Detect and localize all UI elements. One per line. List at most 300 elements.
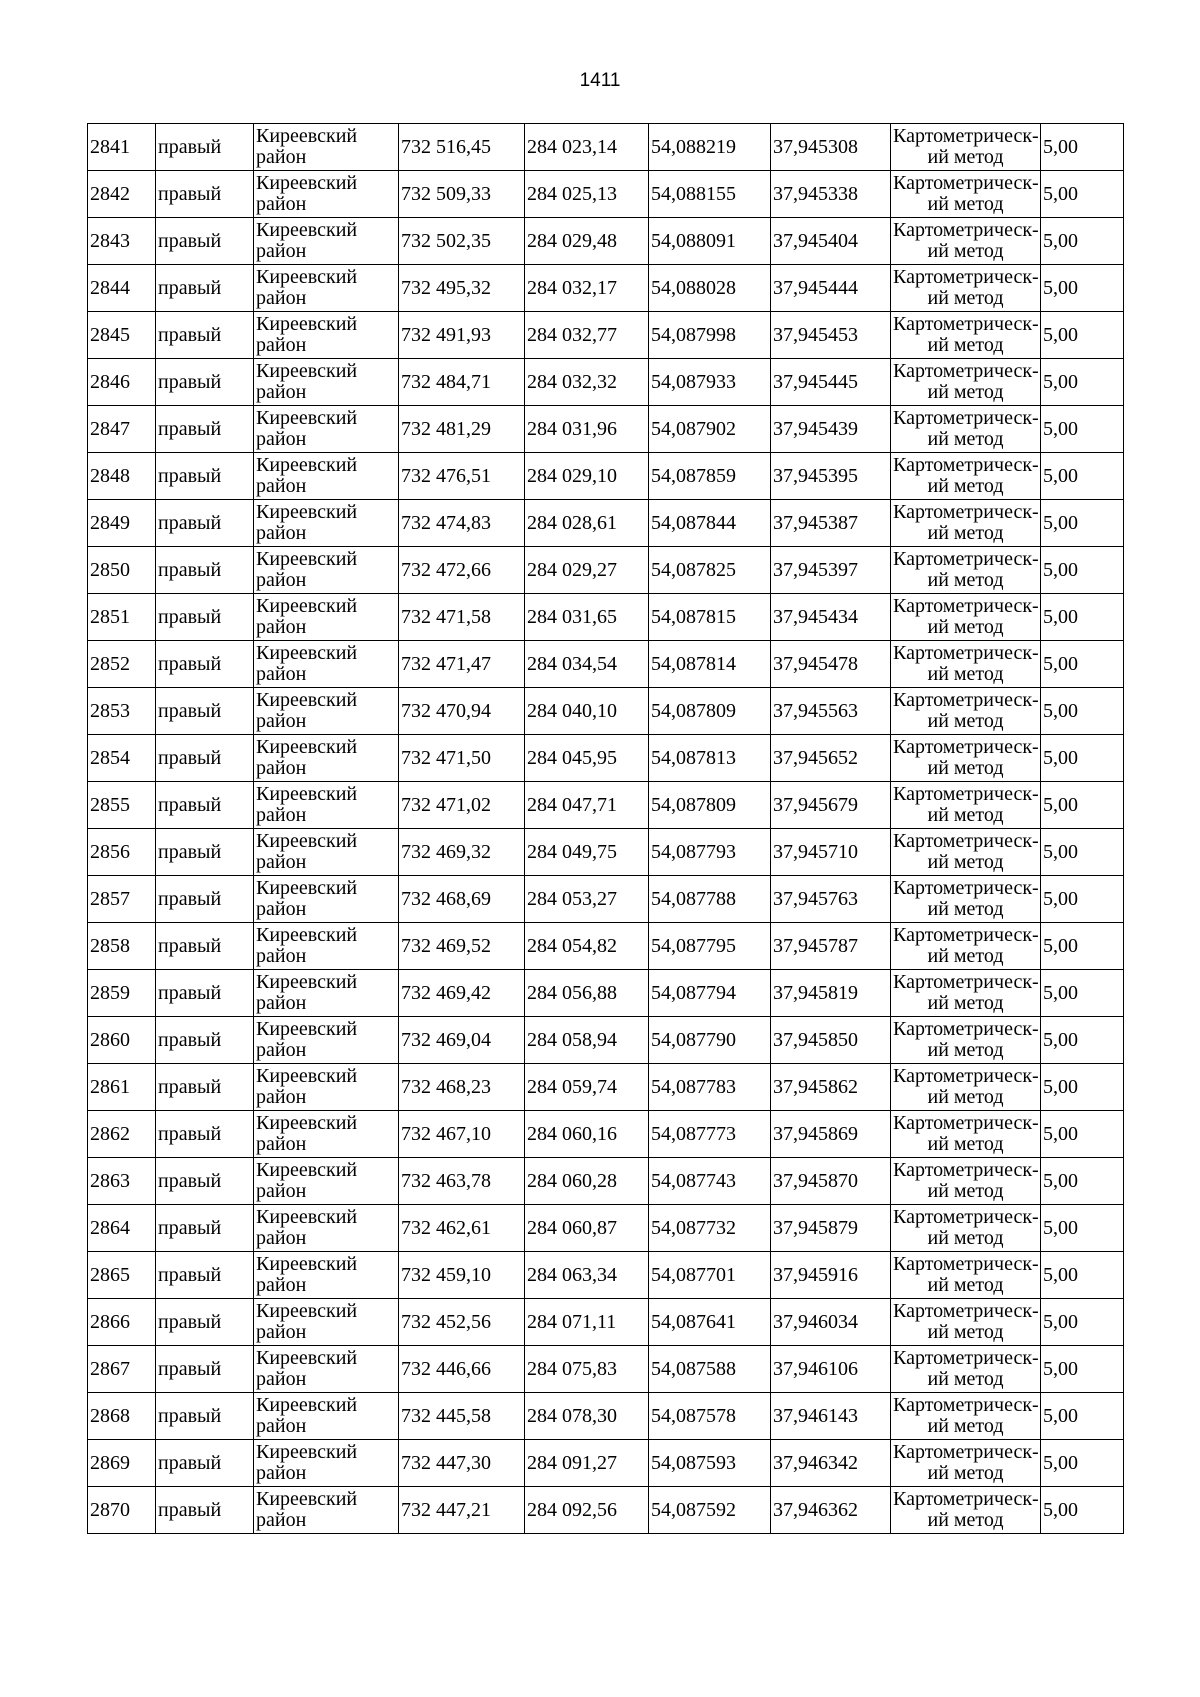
table-row <box>88 359 1124 406</box>
accuracy-cell: 5,00 <box>1041 171 1124 218</box>
point-number-cell: 2842 <box>88 171 156 218</box>
table-row <box>88 218 1124 265</box>
longitude-cell: 37,945478 <box>771 641 891 688</box>
y-coordinate-cell: 284 060,28 <box>525 1158 649 1205</box>
latitude-cell: 54,087809 <box>649 688 771 735</box>
latitude-cell: 54,087732 <box>649 1205 771 1252</box>
bank-side-cell: правый <box>156 124 254 171</box>
method-cell: Картометрический метод <box>891 1299 1041 1346</box>
y-coordinate-cell: 284 091,27 <box>525 1440 649 1487</box>
table-row <box>88 1064 1124 1111</box>
district-cell: Киреевский район <box>254 970 399 1017</box>
accuracy-cell: 5,00 <box>1041 1111 1124 1158</box>
bank-side-cell: правый <box>156 641 254 688</box>
table-row <box>88 1393 1124 1440</box>
accuracy-cell: 5,00 <box>1041 1346 1124 1393</box>
latitude-cell: 54,088219 <box>649 124 771 171</box>
table-row <box>88 124 1124 171</box>
district-cell: Киреевский район <box>254 1299 399 1346</box>
x-coordinate-cell: 732 471,50 <box>399 735 525 782</box>
point-number-cell: 2857 <box>88 876 156 923</box>
point-number-cell: 2854 <box>88 735 156 782</box>
point-number-cell: 2864 <box>88 1205 156 1252</box>
longitude-cell: 37,945916 <box>771 1252 891 1299</box>
method-cell: Картометрический метод <box>891 218 1041 265</box>
point-number-cell: 2868 <box>88 1393 156 1440</box>
method-cell: Картометрический метод <box>891 171 1041 218</box>
accuracy-cell: 5,00 <box>1041 923 1124 970</box>
method-cell: Картометрический метод <box>891 1158 1041 1205</box>
method-cell: Картометрический метод <box>891 594 1041 641</box>
y-coordinate-cell: 284 078,30 <box>525 1393 649 1440</box>
y-coordinate-cell: 284 071,11 <box>525 1299 649 1346</box>
bank-side-cell: правый <box>156 829 254 876</box>
latitude-cell: 54,087790 <box>649 1017 771 1064</box>
latitude-cell: 54,087859 <box>649 453 771 500</box>
accuracy-cell: 5,00 <box>1041 1252 1124 1299</box>
accuracy-cell: 5,00 <box>1041 735 1124 782</box>
accuracy-cell: 5,00 <box>1041 1158 1124 1205</box>
x-coordinate-cell: 732 470,94 <box>399 688 525 735</box>
bank-side-cell: правый <box>156 1487 254 1534</box>
longitude-cell: 37,945787 <box>771 923 891 970</box>
latitude-cell: 54,087588 <box>649 1346 771 1393</box>
district-cell: Киреевский район <box>254 359 399 406</box>
latitude-cell: 54,087793 <box>649 829 771 876</box>
point-number-cell: 2843 <box>88 218 156 265</box>
bank-side-cell: правый <box>156 1158 254 1205</box>
method-cell: Картометрический метод <box>891 1487 1041 1534</box>
bank-side-cell: правый <box>156 782 254 829</box>
y-coordinate-cell: 284 060,16 <box>525 1111 649 1158</box>
method-cell: Картометрический метод <box>891 500 1041 547</box>
district-cell: Киреевский район <box>254 1158 399 1205</box>
accuracy-cell: 5,00 <box>1041 829 1124 876</box>
longitude-cell: 37,945397 <box>771 547 891 594</box>
district-cell: Киреевский район <box>254 406 399 453</box>
accuracy-cell: 5,00 <box>1041 453 1124 500</box>
point-number-cell: 2852 <box>88 641 156 688</box>
district-cell: Киреевский район <box>254 171 399 218</box>
method-cell: Картометрический метод <box>891 782 1041 829</box>
table-row <box>88 923 1124 970</box>
x-coordinate-cell: 732 484,71 <box>399 359 525 406</box>
method-cell: Картометрический метод <box>891 688 1041 735</box>
y-coordinate-cell: 284 049,75 <box>525 829 649 876</box>
point-number-cell: 2853 <box>88 688 156 735</box>
accuracy-cell: 5,00 <box>1041 406 1124 453</box>
longitude-cell: 37,945652 <box>771 735 891 782</box>
point-number-cell: 2858 <box>88 923 156 970</box>
longitude-cell: 37,946342 <box>771 1440 891 1487</box>
longitude-cell: 37,945763 <box>771 876 891 923</box>
district-cell: Киреевский район <box>254 1017 399 1064</box>
x-coordinate-cell: 732 452,56 <box>399 1299 525 1346</box>
y-coordinate-cell: 284 040,10 <box>525 688 649 735</box>
y-coordinate-cell: 284 031,96 <box>525 406 649 453</box>
y-coordinate-cell: 284 028,61 <box>525 500 649 547</box>
latitude-cell: 54,087825 <box>649 547 771 594</box>
bank-side-cell: правый <box>156 359 254 406</box>
bank-side-cell: правый <box>156 735 254 782</box>
x-coordinate-cell: 732 447,21 <box>399 1487 525 1534</box>
point-number-cell: 2841 <box>88 124 156 171</box>
point-number-cell: 2869 <box>88 1440 156 1487</box>
accuracy-cell: 5,00 <box>1041 594 1124 641</box>
y-coordinate-cell: 284 029,48 <box>525 218 649 265</box>
point-number-cell: 2845 <box>88 312 156 359</box>
bank-side-cell: правый <box>156 218 254 265</box>
method-cell: Картометрический метод <box>891 406 1041 453</box>
method-cell: Картометрический метод <box>891 1205 1041 1252</box>
longitude-cell: 37,945395 <box>771 453 891 500</box>
district-cell: Киреевский район <box>254 312 399 359</box>
y-coordinate-cell: 284 023,14 <box>525 124 649 171</box>
accuracy-cell: 5,00 <box>1041 782 1124 829</box>
method-cell: Картометрический метод <box>891 547 1041 594</box>
point-number-cell: 2856 <box>88 829 156 876</box>
longitude-cell: 37,946362 <box>771 1487 891 1534</box>
latitude-cell: 54,087933 <box>649 359 771 406</box>
accuracy-cell: 5,00 <box>1041 500 1124 547</box>
bank-side-cell: правый <box>156 1111 254 1158</box>
table-row <box>88 970 1124 1017</box>
method-cell: Картометрический метод <box>891 1393 1041 1440</box>
accuracy-cell: 5,00 <box>1041 265 1124 312</box>
coordinates-table-body <box>88 124 1124 1534</box>
accuracy-cell: 5,00 <box>1041 970 1124 1017</box>
district-cell: Киреевский район <box>254 547 399 594</box>
point-number-cell: 2844 <box>88 265 156 312</box>
x-coordinate-cell: 732 445,58 <box>399 1393 525 1440</box>
y-coordinate-cell: 284 053,27 <box>525 876 649 923</box>
longitude-cell: 37,945308 <box>771 124 891 171</box>
y-coordinate-cell: 284 032,17 <box>525 265 649 312</box>
x-coordinate-cell: 732 472,66 <box>399 547 525 594</box>
y-coordinate-cell: 284 032,32 <box>525 359 649 406</box>
district-cell: Киреевский район <box>254 1393 399 1440</box>
point-number-cell: 2860 <box>88 1017 156 1064</box>
method-cell: Картометрический метод <box>891 970 1041 1017</box>
method-cell: Картометрический метод <box>891 359 1041 406</box>
point-number-cell: 2855 <box>88 782 156 829</box>
district-cell: Киреевский район <box>254 594 399 641</box>
latitude-cell: 54,087788 <box>649 876 771 923</box>
table-row <box>88 1158 1124 1205</box>
method-cell: Картометрический метод <box>891 923 1041 970</box>
y-coordinate-cell: 284 060,87 <box>525 1205 649 1252</box>
method-cell: Картометрический метод <box>891 453 1041 500</box>
longitude-cell: 37,945679 <box>771 782 891 829</box>
x-coordinate-cell: 732 469,52 <box>399 923 525 970</box>
longitude-cell: 37,946106 <box>771 1346 891 1393</box>
bank-side-cell: правый <box>156 1440 254 1487</box>
bank-side-cell: правый <box>156 876 254 923</box>
bank-side-cell: правый <box>156 923 254 970</box>
bank-side-cell: правый <box>156 406 254 453</box>
table-row <box>88 735 1124 782</box>
point-number-cell: 2863 <box>88 1158 156 1205</box>
method-cell: Картометрический метод <box>891 829 1041 876</box>
latitude-cell: 54,087814 <box>649 641 771 688</box>
longitude-cell: 37,945439 <box>771 406 891 453</box>
longitude-cell: 37,945444 <box>771 265 891 312</box>
table-row <box>88 1111 1124 1158</box>
bank-side-cell: правый <box>156 1393 254 1440</box>
x-coordinate-cell: 732 469,32 <box>399 829 525 876</box>
district-cell: Киреевский район <box>254 500 399 547</box>
table-row <box>88 1346 1124 1393</box>
table-row <box>88 312 1124 359</box>
district-cell: Киреевский район <box>254 923 399 970</box>
longitude-cell: 37,945387 <box>771 500 891 547</box>
longitude-cell: 37,946034 <box>771 1299 891 1346</box>
bank-side-cell: правый <box>156 171 254 218</box>
table-row <box>88 876 1124 923</box>
bank-side-cell: правый <box>156 1205 254 1252</box>
longitude-cell: 37,945338 <box>771 171 891 218</box>
point-number-cell: 2870 <box>88 1487 156 1534</box>
x-coordinate-cell: 732 469,42 <box>399 970 525 1017</box>
table-row <box>88 171 1124 218</box>
district-cell: Киреевский район <box>254 688 399 735</box>
bank-side-cell: правый <box>156 688 254 735</box>
latitude-cell: 54,087844 <box>649 500 771 547</box>
x-coordinate-cell: 732 471,02 <box>399 782 525 829</box>
y-coordinate-cell: 284 045,95 <box>525 735 649 782</box>
accuracy-cell: 5,00 <box>1041 312 1124 359</box>
accuracy-cell: 5,00 <box>1041 1205 1124 1252</box>
table-row <box>88 1299 1124 1346</box>
method-cell: Картометрический метод <box>891 1017 1041 1064</box>
y-coordinate-cell: 284 058,94 <box>525 1017 649 1064</box>
x-coordinate-cell: 732 474,83 <box>399 500 525 547</box>
latitude-cell: 54,088155 <box>649 171 771 218</box>
district-cell: Киреевский район <box>254 1487 399 1534</box>
point-number-cell: 2850 <box>88 547 156 594</box>
point-number-cell: 2861 <box>88 1064 156 1111</box>
longitude-cell: 37,945434 <box>771 594 891 641</box>
x-coordinate-cell: 732 468,23 <box>399 1064 525 1111</box>
method-cell: Картометрический метод <box>891 265 1041 312</box>
accuracy-cell: 5,00 <box>1041 641 1124 688</box>
longitude-cell: 37,945862 <box>771 1064 891 1111</box>
accuracy-cell: 5,00 <box>1041 1064 1124 1111</box>
x-coordinate-cell: 732 471,47 <box>399 641 525 688</box>
x-coordinate-cell: 732 463,78 <box>399 1158 525 1205</box>
y-coordinate-cell: 284 029,27 <box>525 547 649 594</box>
y-coordinate-cell: 284 032,77 <box>525 312 649 359</box>
latitude-cell: 54,087641 <box>649 1299 771 1346</box>
table-row <box>88 782 1124 829</box>
district-cell: Киреевский район <box>254 1064 399 1111</box>
method-cell: Картометрический метод <box>891 735 1041 782</box>
latitude-cell: 54,088028 <box>649 265 771 312</box>
longitude-cell: 37,945445 <box>771 359 891 406</box>
bank-side-cell: правый <box>156 970 254 1017</box>
accuracy-cell: 5,00 <box>1041 876 1124 923</box>
y-coordinate-cell: 284 034,54 <box>525 641 649 688</box>
latitude-cell: 54,087593 <box>649 1440 771 1487</box>
x-coordinate-cell: 732 447,30 <box>399 1440 525 1487</box>
point-number-cell: 2846 <box>88 359 156 406</box>
table-row <box>88 688 1124 735</box>
table-row <box>88 265 1124 312</box>
bank-side-cell: правый <box>156 1064 254 1111</box>
x-coordinate-cell: 732 471,58 <box>399 594 525 641</box>
latitude-cell: 54,087743 <box>649 1158 771 1205</box>
x-coordinate-cell: 732 495,32 <box>399 265 525 312</box>
district-cell: Киреевский район <box>254 829 399 876</box>
bank-side-cell: правый <box>156 1017 254 1064</box>
y-coordinate-cell: 284 025,13 <box>525 171 649 218</box>
table-row <box>88 829 1124 876</box>
district-cell: Киреевский район <box>254 876 399 923</box>
accuracy-cell: 5,00 <box>1041 359 1124 406</box>
table-row <box>88 1440 1124 1487</box>
table-row <box>88 406 1124 453</box>
district-cell: Киреевский район <box>254 1346 399 1393</box>
accuracy-cell: 5,00 <box>1041 688 1124 735</box>
method-cell: Картометрический метод <box>891 1440 1041 1487</box>
point-number-cell: 2867 <box>88 1346 156 1393</box>
longitude-cell: 37,945404 <box>771 218 891 265</box>
x-coordinate-cell: 732 468,69 <box>399 876 525 923</box>
method-cell: Картометрический метод <box>891 312 1041 359</box>
longitude-cell: 37,945453 <box>771 312 891 359</box>
district-cell: Киреевский район <box>254 124 399 171</box>
bank-side-cell: правый <box>156 1299 254 1346</box>
district-cell: Киреевский район <box>254 1440 399 1487</box>
point-number-cell: 2847 <box>88 406 156 453</box>
method-cell: Картометрический метод <box>891 1064 1041 1111</box>
accuracy-cell: 5,00 <box>1041 1017 1124 1064</box>
x-coordinate-cell: 732 491,93 <box>399 312 525 359</box>
y-coordinate-cell: 284 031,65 <box>525 594 649 641</box>
latitude-cell: 54,087815 <box>649 594 771 641</box>
district-cell: Киреевский район <box>254 1205 399 1252</box>
longitude-cell: 37,945850 <box>771 1017 891 1064</box>
x-coordinate-cell: 732 516,45 <box>399 124 525 171</box>
bank-side-cell: правый <box>156 265 254 312</box>
accuracy-cell: 5,00 <box>1041 1487 1124 1534</box>
bank-side-cell: правый <box>156 594 254 641</box>
district-cell: Киреевский район <box>254 453 399 500</box>
district-cell: Киреевский район <box>254 782 399 829</box>
point-number-cell: 2866 <box>88 1299 156 1346</box>
y-coordinate-cell: 284 075,83 <box>525 1346 649 1393</box>
x-coordinate-cell: 732 481,29 <box>399 406 525 453</box>
point-number-cell: 2862 <box>88 1111 156 1158</box>
y-coordinate-cell: 284 092,56 <box>525 1487 649 1534</box>
latitude-cell: 54,087578 <box>649 1393 771 1440</box>
point-number-cell: 2848 <box>88 453 156 500</box>
table-row <box>88 500 1124 547</box>
accuracy-cell: 5,00 <box>1041 218 1124 265</box>
table-row <box>88 1205 1124 1252</box>
bank-side-cell: правый <box>156 1346 254 1393</box>
table-row <box>88 453 1124 500</box>
table-row <box>88 547 1124 594</box>
table-row <box>88 1252 1124 1299</box>
table-row <box>88 1487 1124 1534</box>
method-cell: Картометрический метод <box>891 1346 1041 1393</box>
bank-side-cell: правый <box>156 312 254 359</box>
coordinates-table <box>87 123 1124 1534</box>
x-coordinate-cell: 732 509,33 <box>399 171 525 218</box>
x-coordinate-cell: 732 502,35 <box>399 218 525 265</box>
district-cell: Киреевский район <box>254 218 399 265</box>
district-cell: Киреевский район <box>254 265 399 312</box>
y-coordinate-cell: 284 059,74 <box>525 1064 649 1111</box>
page-number: 1411 <box>579 70 621 91</box>
longitude-cell: 37,945819 <box>771 970 891 1017</box>
accuracy-cell: 5,00 <box>1041 1299 1124 1346</box>
accuracy-cell: 5,00 <box>1041 124 1124 171</box>
bank-side-cell: правый <box>156 1252 254 1299</box>
y-coordinate-cell: 284 047,71 <box>525 782 649 829</box>
longitude-cell: 37,945869 <box>771 1111 891 1158</box>
longitude-cell: 37,945563 <box>771 688 891 735</box>
district-cell: Киреевский район <box>254 1111 399 1158</box>
latitude-cell: 54,087773 <box>649 1111 771 1158</box>
latitude-cell: 54,087592 <box>649 1487 771 1534</box>
x-coordinate-cell: 732 467,10 <box>399 1111 525 1158</box>
point-number-cell: 2865 <box>88 1252 156 1299</box>
x-coordinate-cell: 732 469,04 <box>399 1017 525 1064</box>
accuracy-cell: 5,00 <box>1041 1393 1124 1440</box>
table-row <box>88 641 1124 688</box>
latitude-cell: 54,087809 <box>649 782 771 829</box>
x-coordinate-cell: 732 446,66 <box>399 1346 525 1393</box>
district-cell: Киреевский район <box>254 641 399 688</box>
y-coordinate-cell: 284 054,82 <box>525 923 649 970</box>
accuracy-cell: 5,00 <box>1041 547 1124 594</box>
method-cell: Картометрический метод <box>891 641 1041 688</box>
longitude-cell: 37,945870 <box>771 1158 891 1205</box>
latitude-cell: 54,088091 <box>649 218 771 265</box>
method-cell: Картометрический метод <box>891 876 1041 923</box>
latitude-cell: 54,087998 <box>649 312 771 359</box>
longitude-cell: 37,946143 <box>771 1393 891 1440</box>
bank-side-cell: правый <box>156 547 254 594</box>
method-cell: Картометрический метод <box>891 1111 1041 1158</box>
point-number-cell: 2849 <box>88 500 156 547</box>
accuracy-cell: 5,00 <box>1041 1440 1124 1487</box>
latitude-cell: 54,087795 <box>649 923 771 970</box>
point-number-cell: 2851 <box>88 594 156 641</box>
longitude-cell: 37,945710 <box>771 829 891 876</box>
district-cell: Киреевский район <box>254 1252 399 1299</box>
table-row <box>88 1017 1124 1064</box>
district-cell: Киреевский район <box>254 735 399 782</box>
latitude-cell: 54,087813 <box>649 735 771 782</box>
point-number-cell: 2859 <box>88 970 156 1017</box>
method-cell: Картометрический метод <box>891 124 1041 171</box>
bank-side-cell: правый <box>156 453 254 500</box>
table-row <box>88 594 1124 641</box>
latitude-cell: 54,087794 <box>649 970 771 1017</box>
latitude-cell: 54,087701 <box>649 1252 771 1299</box>
latitude-cell: 54,087902 <box>649 406 771 453</box>
x-coordinate-cell: 732 459,10 <box>399 1252 525 1299</box>
x-coordinate-cell: 732 462,61 <box>399 1205 525 1252</box>
method-cell: Картометрический метод <box>891 1252 1041 1299</box>
longitude-cell: 37,945879 <box>771 1205 891 1252</box>
y-coordinate-cell: 284 056,88 <box>525 970 649 1017</box>
bank-side-cell: правый <box>156 500 254 547</box>
y-coordinate-cell: 284 029,10 <box>525 453 649 500</box>
